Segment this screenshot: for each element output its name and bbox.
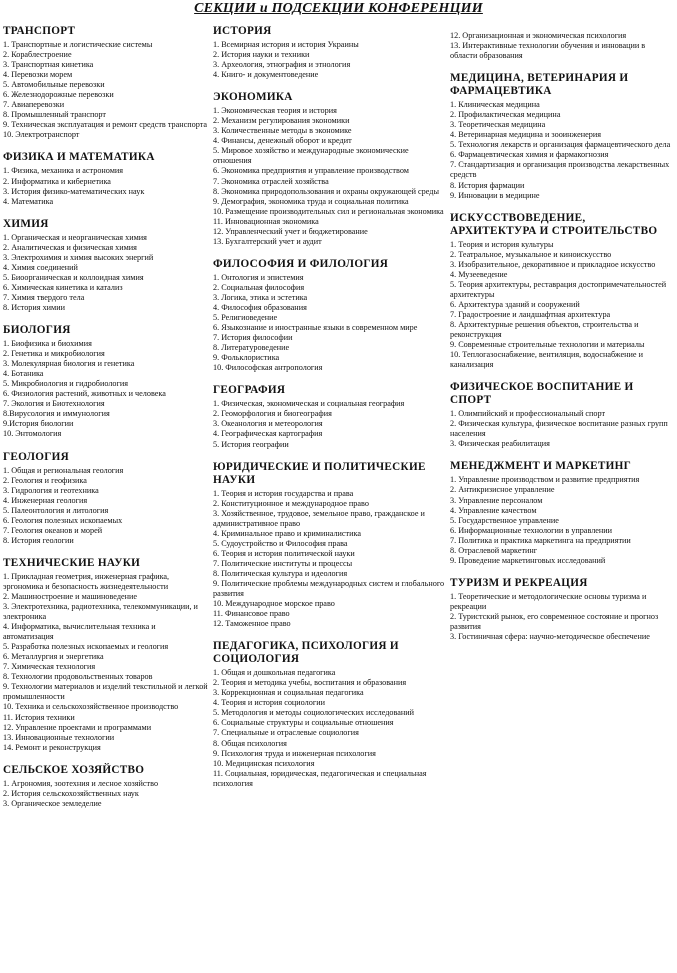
subsection-item: 8. Общая психология <box>213 738 287 748</box>
subsection-item: 13. Инновационные технологии <box>3 732 115 742</box>
subsection-item: 3. Гостиничная сфера: научно-методическое обеспечение <box>450 632 650 642</box>
subsection-item: 2. История сельскохозяйственных наук <box>3 788 139 798</box>
subsection-item: 2. Профилактическая медицина <box>450 110 561 120</box>
subsection-item: 2. Генетика и микробиология <box>3 349 105 359</box>
subsection-item: 2. Геология и геофизика <box>3 475 87 485</box>
subsection-item: 1. Экономическая теория и история <box>213 106 337 116</box>
subsection-item: 2. Аналитическая и физическая химия <box>3 242 137 252</box>
subsection-item: 1. Биофизика и биохимия <box>3 339 92 349</box>
subsection-item: 3. История физико-математических наук <box>3 186 145 196</box>
section-транспорт <box>3 25 208 140</box>
subsection-item: 7. Экономика отраслей хозяйства <box>213 176 329 186</box>
section-химия <box>3 218 208 313</box>
subsection-item: 4. Ботаника <box>3 369 44 379</box>
subsection-item: 3. Физическая реабилитация <box>450 439 550 449</box>
section-сельское-хозяйство <box>3 764 208 809</box>
subsection-item: 8. История фармации <box>450 180 525 190</box>
subsection-item: 2. История науки и техники <box>213 50 310 60</box>
subsection-item: 5. Микробиология и гидробиология <box>3 379 129 389</box>
subsection-item: 9. Демография, экономика труда и социальная политика <box>213 196 409 206</box>
section-география <box>213 384 445 449</box>
subsection-item: 1. Прикладная геометрия, инженерная графика, эргономика и безопасность жизнедеятельности <box>3 571 170 591</box>
subsection-item: 4. Теория и история социологии <box>213 698 325 708</box>
subsection-item: 6. Языкознание и иностранные языки в современном мире <box>213 323 418 333</box>
subsection-item: 11. Инновационная экономика <box>213 216 319 226</box>
subsection-item: 3. Океанология и метеорология <box>213 419 323 429</box>
subsection-item: 5. Технология лекарств и организация фармацевтического дела <box>450 140 671 150</box>
subsection-item: 7. Политика и практика маркетинга на предприятии <box>450 535 631 545</box>
subsection-item: 4. Инженерная геология <box>3 495 88 505</box>
section-история <box>213 25 445 80</box>
subsection-item: 4. Управление качеством <box>450 505 537 515</box>
subsection-item: 1. Транспортные и логистические системы <box>3 40 153 49</box>
subsection-item: 4. Криминальное право и криминалистика <box>213 528 361 538</box>
subsection-item: 3. Гидрология и геотехника <box>3 485 99 495</box>
section-heading: ТУРИЗМ И РЕКРЕАЦИЯ <box>450 576 588 589</box>
subsection-item: 7. Градостроение и ландшафтная архитектура <box>450 309 611 319</box>
subsection-item: 3. Электротехника, радиотехника, телекоммуникации, и электроника <box>3 602 198 622</box>
section-heading: ТРАНСПОРТ <box>3 25 76 37</box>
subsection-item: 12. Организационная и экономическая психология <box>450 31 627 40</box>
subsection-item: 3. Управление персоналом <box>450 495 543 505</box>
subsection-item: 1. Теория и история государства и права <box>213 488 354 498</box>
section-технические-науки <box>3 557 208 753</box>
subsection-item: 9. Техническая эксплуатация и ремонт средств транспорта <box>3 120 208 130</box>
section-heading: ФИЗИКА И МАТЕМАТИКА <box>3 151 155 164</box>
subsection-item: 1. Общая и дошкольная педагогика <box>213 668 336 678</box>
subsection-item: 10. Размещение производительных сил и региональная экономика <box>213 206 444 216</box>
subsection-item: 1. Физическая, экономическая и социальная география <box>213 399 405 409</box>
subsection-item: 2. Антикризисное управление <box>450 485 555 495</box>
section-педагогика-психология-и-социология <box>213 640 445 789</box>
subsection-item: 5. Религиоведение <box>213 313 278 323</box>
subsection-item: 2. Конституционное и международное право <box>213 498 369 508</box>
subsection-item: 8. Отраслевой маркетинг <box>450 545 538 555</box>
subsection-item: 4. Географическая картография <box>213 429 323 439</box>
subsection-item: 1. Физика, механика и астрономия <box>3 166 124 176</box>
subsection-item: 5. Судоустройство и Философия права <box>213 538 348 548</box>
subsection-item: 8. История химии <box>3 302 66 312</box>
subsection-item: 1. Теория и история культуры <box>450 239 554 249</box>
subsection-item: 10. Медицинская психология <box>213 758 315 768</box>
subsection-item: 6. Информационные технологии в управлении <box>450 525 613 535</box>
column-left <box>3 25 208 820</box>
subsection-item: 9. Политические проблемы международных систем и глобального развития <box>213 578 445 599</box>
subsection-item: 14. Ремонт и реконструкция <box>3 742 101 752</box>
subsection-item: 3. Транспортная кинетика <box>3 60 94 70</box>
subsection-item: 3. Хозяйственное, трудовое, земельное право, гражданское и административное право <box>213 508 425 528</box>
section-heading: ЮРИДИЧЕСКИЕ И ПОЛИТИЧЕСКИЕ НАУКИ <box>213 460 426 486</box>
subsection-item: 4. Музееведение <box>450 269 508 279</box>
subsection-item: 3. Теоретическая медицина <box>450 120 546 130</box>
subsection-item: 9.История биологии <box>3 419 74 429</box>
subsection-item: 10. Международное морское право <box>213 599 335 609</box>
section-heading: ХИМИЯ <box>3 217 49 230</box>
section-менеджмент-и-маркетинг <box>450 460 674 565</box>
subsection-item: 13. Интерактивные технологии обучения и инновации в области образования <box>450 41 646 61</box>
subsection-item: 2. Машиностроение и машиноведение <box>3 591 138 601</box>
subsection-item: 4. Финансы, денежный оборот и кредит <box>213 136 352 146</box>
subsection-item: 7. Авиаперевозки <box>3 100 65 110</box>
subsection-item: 5. Методология и методы социологических исследований <box>213 708 415 718</box>
section-биология <box>3 324 208 439</box>
subsection-item: 9. Психология труда и инженерная психология <box>213 748 376 758</box>
subsection-item: 10. Электротранспорт <box>3 130 80 140</box>
subsection-item: 9. Проведение маркетинговых исследований <box>450 555 606 565</box>
section-heading: ФИЗИЧЕСКОЕ ВОСПИТАНИЕ И СПОРТ <box>450 381 634 407</box>
subsection-item: 3. Молекулярная биология и генетика <box>3 359 135 369</box>
subsection-item: 12. Управленческий учет и бюджетирование <box>213 226 368 236</box>
section-heading: МЕДИЦИНА, ВЕТЕРИНАРИЯ И ФАРМАЦЕВТИКА <box>450 72 629 98</box>
subsection-item: 3. Логика, этика и эстетика <box>213 292 308 302</box>
subsection-item: 4. Химия соединений <box>3 262 78 272</box>
subsection-item: 3. Органическое земледелие <box>3 798 102 808</box>
continued-list <box>450 31 674 61</box>
subsection-item: 6. Экономика предприятия и управление производством <box>213 166 409 176</box>
subsection-item: 2. Геоморфология и биогеография <box>213 409 332 419</box>
subsection-item: 12. Таможенное право <box>213 619 291 629</box>
subsection-item: 9. Инновации в медицине <box>450 190 540 200</box>
subsection-item: 8.Вирусология и иммунология <box>3 409 110 419</box>
subsection-item: 4. Математика <box>3 196 54 206</box>
subsection-item: 8. Промышленный транспорт <box>3 110 106 120</box>
subsection-item: 1. Клиническая медицина <box>450 100 540 110</box>
subsection-item: 2. Физическая культура, физическое воспитание разных групп населения <box>450 419 668 439</box>
subsection-item: 11. История техники <box>3 712 75 722</box>
subsection-item: 2. Кораблестроение <box>3 50 72 60</box>
subsection-item: 9. Фольклористика <box>213 353 280 363</box>
subsection-item: 5. Автомобильные перевозки <box>3 80 105 90</box>
subsection-item: 7. Экология и Биотехнология <box>3 399 105 409</box>
subsection-item: 3. Археология, этнография и этнология <box>213 60 351 70</box>
section-heading: СЕЛЬСКОЕ ХОЗЯЙСТВО <box>3 763 145 776</box>
section-туризм-и-рекреация <box>450 577 674 642</box>
subsection-item: 5. Мировое хозяйство и международные экономические отношения <box>213 146 409 166</box>
subsection-item: 8. Технологии продовольственных товаров <box>3 672 153 682</box>
page-title: СЕКЦИИ и ПОДСЕКЦИИ КОНФЕРЕНЦИИ <box>194 1 483 16</box>
section-heading: ТЕХНИЧЕСКИЕ НАУКИ <box>3 556 141 569</box>
subsection-item: 6. Фармацевтическая химия и фармакогнозия <box>450 150 609 160</box>
section-heading: ИСКУССТВОВЕДЕНИЕ, АРХИТЕКТУРА И СТРОИТЕЛЬСТВО <box>450 211 658 237</box>
subsection-item: 5. Биоорганическая и коллоидная химия <box>3 272 144 282</box>
subsection-item: 10. Техника и сельскохозяйственное производство <box>3 702 179 712</box>
section-heading: ГЕОГРАФИЯ <box>213 384 286 397</box>
subsection-item: 6. Железнодорожные перевозки <box>3 90 114 100</box>
section-heading: ГЕОЛОГИЯ <box>3 450 70 463</box>
subsection-item: 9. Современные строительные технологии и материалы <box>450 340 645 350</box>
subsection-item: 1. Онтология и эпистемия <box>213 272 304 282</box>
subsection-item: 7. Специальные и отраслевые социология <box>213 728 359 738</box>
section-физика-и-математика <box>3 151 208 206</box>
subsection-item: 6. Социальные структуры и социальные отношения <box>213 718 394 728</box>
subsection-item: 7. Политические институты и процессы <box>213 558 353 568</box>
subsection-item: 8. Литературоведение <box>213 343 290 353</box>
subsection-item: 12. Управление проектами и программами <box>3 722 152 732</box>
subsection-item: 7. Химическая технология <box>3 662 96 672</box>
section-heading: ФИЛОСОФИЯ И ФИЛОЛОГИЯ <box>213 257 389 270</box>
subsection-item: 5. Разработка полезных ископаемых и геология <box>3 642 169 652</box>
section-искусствоведение-архитектура-и-строительство <box>450 212 674 371</box>
subsection-item: 6. Физиология растений, животных и человека <box>3 389 166 399</box>
subsection-item: 8. Политическая культура и идеология <box>213 568 348 578</box>
subsection-item: 7. История философии <box>213 333 293 343</box>
subsection-item: 5. Теория архитектуры, реставрация достопримечательностей архитектуры <box>450 279 667 299</box>
subsection-item: 2. Теория и методика учебы, воспитания и образования <box>213 678 407 688</box>
section-heading: МЕНЕДЖМЕНТ И МАРКЕТИНГ <box>450 460 632 473</box>
subsection-item: 3. Коррекционная и социальная педагогика <box>213 688 364 698</box>
subsection-item: 4. Ветеринарная медицина и зооинженерия <box>450 130 601 140</box>
subsection-item: 2. Театральное, музыкальное и киноискусство <box>450 249 612 259</box>
section-heading: ЭКОНОМИКА <box>213 91 293 104</box>
subsection-item: 8. Архитектурные решения объектов, строительства и реконструкция <box>450 319 639 340</box>
subsection-item: 3. Количественные методы в экономике <box>213 126 352 136</box>
subsection-item: 6. Теория и история политической науки <box>213 548 355 558</box>
subsection-item: 10. Теплогазоснабжение, вентиляция, водоснабжение и канализация <box>450 350 643 370</box>
subsection-item: 1. Агрономия, зоотехния и лесное хозяйство <box>3 778 159 788</box>
subsection-item: 3. Электрохимия и химия высоких энергий <box>3 252 154 262</box>
subsection-item: 1. Теоретические и методологические основы туризма и рекреации <box>450 591 647 611</box>
subsection-item: 13. Бухгалтерский учет и аудит <box>213 236 322 246</box>
subsection-item: 8. История геологии <box>3 535 74 545</box>
subsection-item: 2. Туристский рынок, его современное состояние и прогноз развития <box>450 611 659 631</box>
subsection-item: 1. Всемирная история и история Украины <box>213 40 359 49</box>
subsection-item: 1. Общая и региональная геология <box>3 465 124 475</box>
section-heading: ИСТОРИЯ <box>213 25 272 37</box>
subsection-item: 5. Государственное управление <box>450 515 559 525</box>
subsection-item: 1. Управление производством и развитие предприятия <box>450 475 640 485</box>
subsection-item: 5. История географии <box>213 439 289 449</box>
subsection-item: 11. Финансовое право <box>213 609 290 619</box>
subsection-item: 6. Геология полезных ископаемых <box>3 515 123 525</box>
subsection-item: 6. Архитектура зданий и сооружений <box>450 299 580 309</box>
subsection-item: 4. Книго- и документоведение <box>213 70 319 80</box>
subsection-item: 10. Энтомология <box>3 429 62 439</box>
section-геология <box>3 451 208 546</box>
subsection-item: 3. Изобразительное, декоративное и прикладное искусство <box>450 259 656 269</box>
section-физическое-воспитание-и-спорт <box>450 381 674 449</box>
subsection-item: 4. Философия образования <box>213 302 307 312</box>
subsection-item: 2. Механизм регулирования экономики <box>213 116 350 126</box>
subsection-item: 4. Информатика, вычислительная техника и автоматизация <box>3 622 156 642</box>
column-right <box>450 31 674 653</box>
subsection-item: 9. Технологии материалов и изделий текстильной и легкой промышленности <box>3 682 208 702</box>
subsection-item: 7. Стандартизация и организация производства лекарственных средств <box>450 160 670 180</box>
subsection-item: 6. Металлургия и энергетика <box>3 652 104 662</box>
subsection-item: 1. Олимпийский и профессиональный спорт <box>450 409 606 419</box>
column-middle <box>213 25 445 800</box>
subsection-item: 7. Химия твердого тела <box>3 292 85 302</box>
subsection-item: 2. Социальная философия <box>213 282 305 292</box>
subsection-item: 11. Социальная, юридическая, педагогическая и специальная психология <box>213 768 427 788</box>
subsection-item: 5. Палеонтология и литология <box>3 505 109 515</box>
section-heading: БИОЛОГИЯ <box>3 324 71 337</box>
section-экономика <box>213 91 445 247</box>
section-медицина-ветеринария-и-фармацевтика <box>450 72 674 200</box>
section-юридические-и-политические-науки <box>213 461 445 630</box>
subsection-item: 1. Органическая и неорганическая химия <box>3 232 147 242</box>
subsection-item: 2. Информатика и кибернетика <box>3 176 111 186</box>
subsection-item: 7. Геология океанов и морей <box>3 525 103 535</box>
subsection-item: 6. Химическая кинетика и катализ <box>3 282 123 292</box>
section-heading: ПЕДАГОГИКА, ПСИХОЛОГИЯ И СОЦИОЛОГИЯ <box>213 640 399 666</box>
subsection-item: 8. Экономика природопользования и охраны окружающей среды <box>213 186 439 196</box>
subsection-item: 4. Перевозки морем <box>3 70 73 80</box>
section-философия-и-филология <box>213 258 445 373</box>
subsection-item: 10. Философская антропология <box>213 363 323 373</box>
